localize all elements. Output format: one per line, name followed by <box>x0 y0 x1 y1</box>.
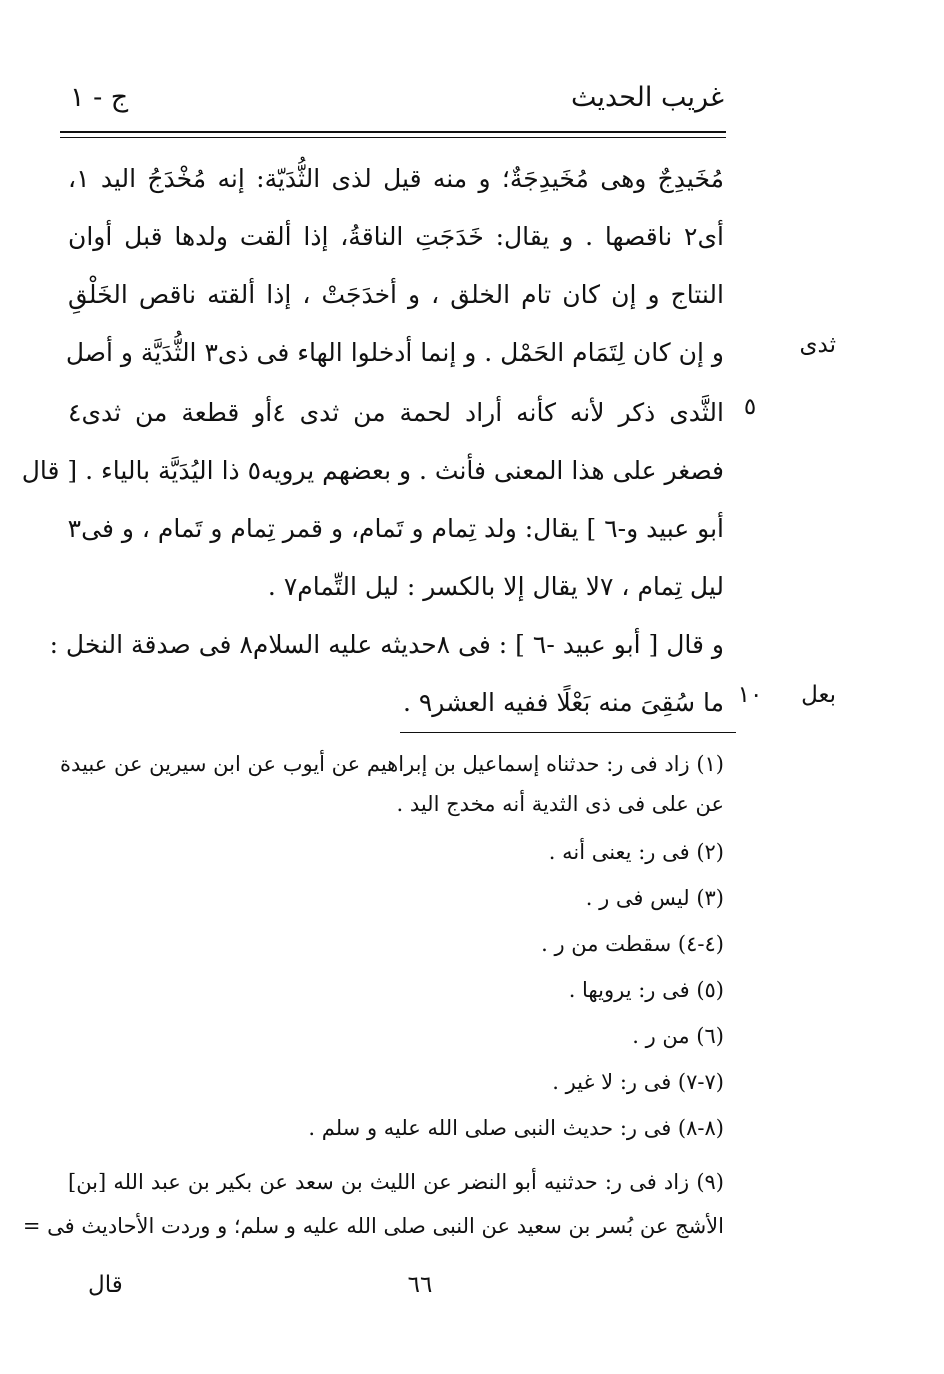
book-title: غريب الحديث <box>571 82 724 113</box>
text-line: مُخَيدِجٌ وهى مُخَيدِجَةٌ؛ و منه قيل لذى الثُّدَيّة: إنه مُخْدَجُ اليد ١، <box>68 164 724 193</box>
text-line: النتاج و إن كان تام الخلق ، و أخدَجَتْ ، إذا ألقته ناقص الخَلْقِ <box>68 280 724 309</box>
page-footer <box>60 1272 740 1312</box>
margin-note-thady: ثدى <box>799 332 836 358</box>
footnote-line: (٥) فى ر: يرويها . <box>568 978 724 1002</box>
text-line: الثَّدى ذكر لأنه كأنه أراد لحمة من ثدى ٤أو قطعة من ثدى٤ <box>68 398 724 427</box>
footnote-line: (١) زاد فى ر: حدثناه إسماعيل بن إبراهيم عن أيوب عن ابن سيرين عن عبيدة <box>60 752 724 776</box>
running-header <box>62 78 724 128</box>
footnote-line: (٩) زاد فى ر: حدثنيه أبو النضر عن الليث بن سعد عن بكير بن عبد الله [بن] <box>68 1170 724 1194</box>
footnote-separator <box>400 732 736 733</box>
text-line: و إن كان لِتَمَام الحَمْل . و إنما أدخلوا الهاء فى ذى٣ الثُّدَيَّة و أصل <box>65 338 724 367</box>
line-number-10: ١٠ <box>737 682 763 708</box>
footnote-line: (٤-٤) سقطت من ر . <box>541 932 724 956</box>
text-line: أبو عبيد و-٦ ] يقال: ولد تِمام و تَمام، و قمر تِمام و تَمام ، و فى٣ <box>67 514 724 543</box>
catchword: قال <box>88 1272 123 1298</box>
footnote-line: (٢) فى ر: يعنى أنه . <box>548 840 724 864</box>
footnote-line: (٣) ليس فى ر . <box>585 886 724 910</box>
text-line: ليل تِمام ، ٧لا يقال إلا بالكسر : ليل التِّمام٧ . <box>267 572 724 601</box>
text-line: ما سُقِىَ منه بَعْلًا ففيه العشر٩ . <box>402 688 724 717</box>
header-rule-thick <box>60 131 726 133</box>
footnote-line: الأشج عن بُسر بن سعيد عن النبى صلى الله عليه و سلم؛ و وردت الأحاديث فى = <box>22 1214 724 1238</box>
footnote-line: (٦) من ر . <box>632 1024 724 1048</box>
volume-number: ج - ١ <box>70 82 129 113</box>
text-line: فصغر على هذا المعنى فأنث . و بعضهم يرويه٥ ذا اليُدَيَّة بالياء . [ قال <box>21 456 724 485</box>
line-number-5: ٥ <box>743 394 757 420</box>
footnote-line: (٧-٧) فى ر: لا غير . <box>552 1070 724 1094</box>
header-rule-thin <box>60 137 726 138</box>
text-line: و قال [ أبو عبيد -٦ ] : فى ٨حديثه عليه السلام٨ فى صدقة النخل : <box>49 630 724 659</box>
margin-note-baal: بعل <box>801 682 836 708</box>
footnote-line: (٨-٨) فى ر: حديث النبى صلى الله عليه و سلم . <box>308 1116 724 1140</box>
footnote-line: عن على فى ذى الثدية أنه مخدج اليد . <box>396 792 724 816</box>
page-number: ٦٦ <box>407 1272 433 1298</box>
text-line: أى٢ ناقصها . و يقال: خَدَجَتِ الناقةُ، إذا ألقت ولدها قبل أوان <box>68 222 724 251</box>
